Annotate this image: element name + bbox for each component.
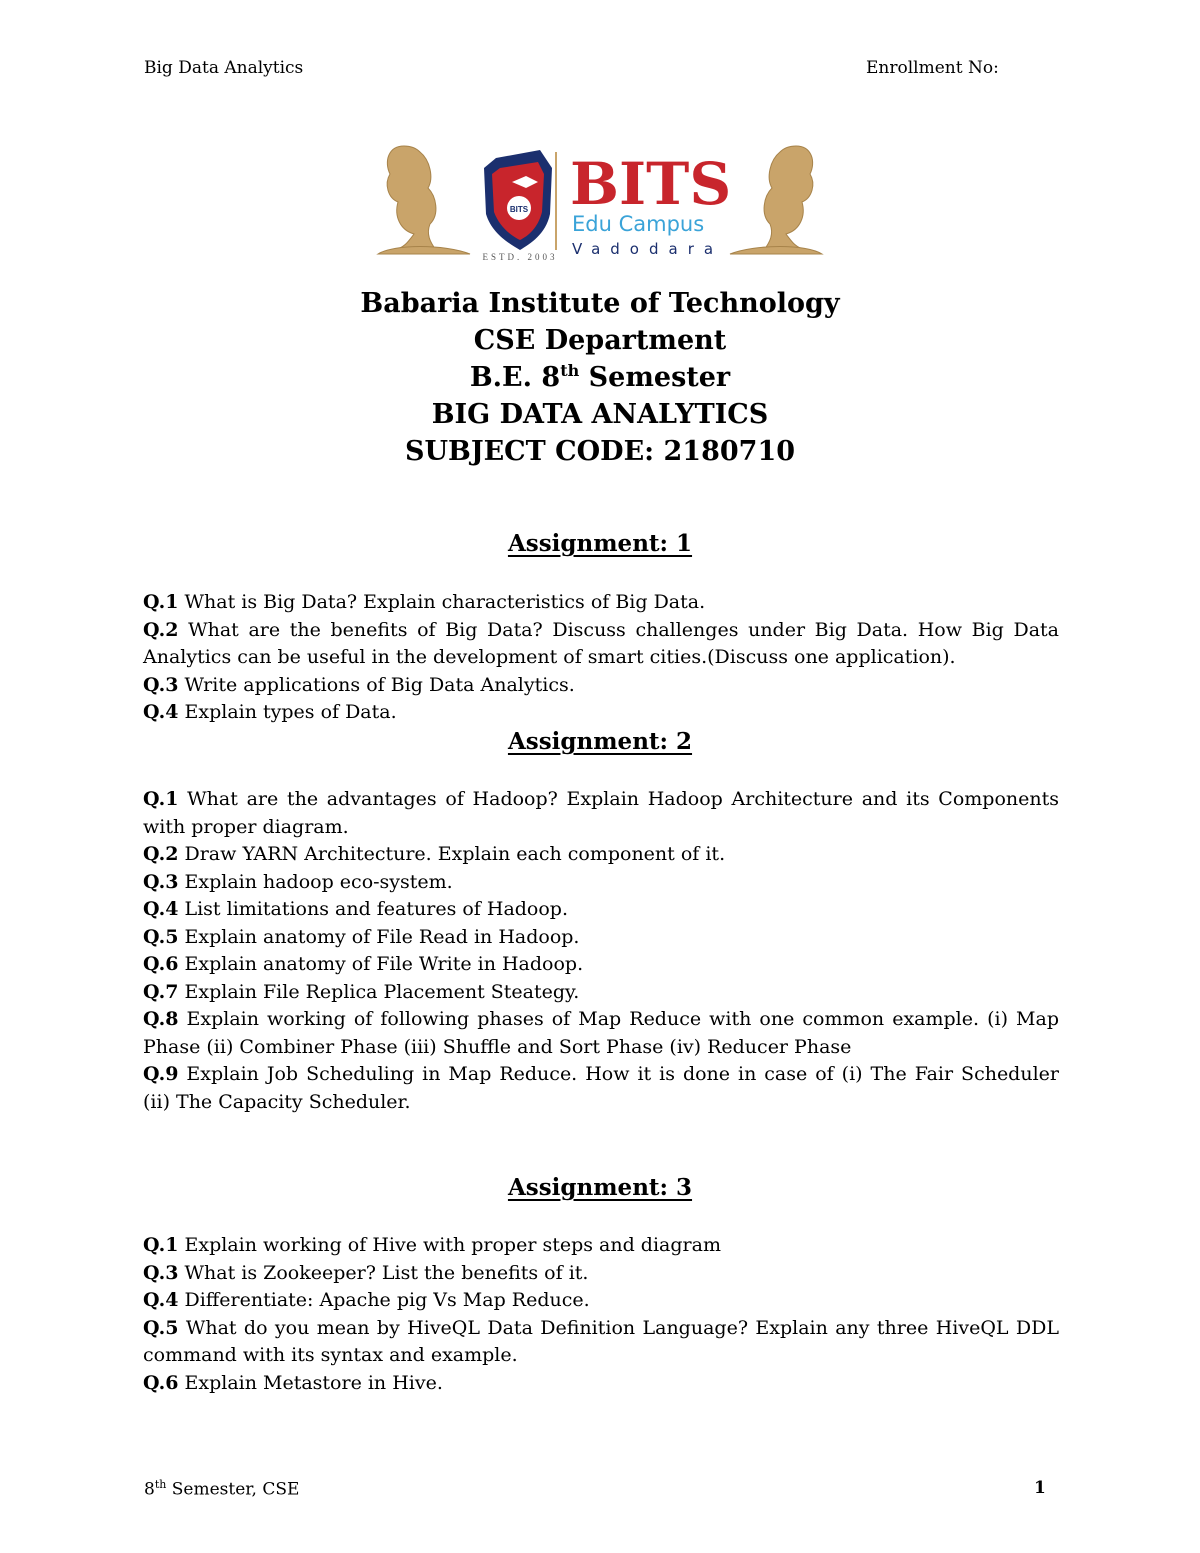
- institute-name: Babaria Institute of Technology: [360, 288, 840, 319]
- svg-text:BITS: BITS: [509, 205, 529, 214]
- shield-icon: [483, 150, 558, 262]
- question-item: Q.1 What is Big Data? Explain characteristics of Big Data.: [143, 591, 706, 613]
- svg-text:Vadodara: Vadodara: [572, 240, 724, 258]
- assignment-heading: Assignment: 2: [507, 728, 693, 755]
- page-number: 1: [1034, 1478, 1046, 1498]
- subject-code: SUBJECT CODE: 2180710: [404, 436, 796, 467]
- header-title: Big Data Analytics: [144, 58, 304, 78]
- question-item: Q.2 Draw YARN Architecture. Explain each component of it.: [143, 843, 726, 865]
- svg-text:Edu Campus: Edu Campus: [572, 212, 705, 236]
- semester-line: B.E. 8th Semester: [469, 361, 731, 393]
- assignment-heading: Assignment: 3: [507, 1174, 693, 1201]
- college-logo: [374, 138, 826, 262]
- question-item: Q.3 What is Zookeeper? List the benefits of it.: [143, 1261, 589, 1284]
- question-item: Q.4 List limitations and features of Hadoop.: [143, 898, 569, 920]
- question-item: Q.8 Explain working of following phases of Map Reduce with one common example. (i) Map Phase (ii) Combiner Phase (iii) Shuffle and Sort Phase (iv) Reducer Phase: [143, 1008, 1059, 1058]
- footer-semester: 8th Semester, CSE: [144, 1478, 300, 1500]
- document-titles: [0, 285, 1200, 470]
- question-item: Q.9 Explain Job Scheduling in Map Reduce. How it is done in case of (i) The Fair Scheduler (ii) The Capacity Scheduler.: [143, 1063, 1059, 1113]
- question-item: Q.7 Explain File Replica Placement Steategy.: [143, 980, 580, 1003]
- question-item: Q.1 What are the advantages of Hadoop? Explain Hadoop Architecture and its Components with proper diagram.: [143, 788, 1059, 838]
- question-item: Q.6 Explain Metastore in Hive.: [143, 1371, 443, 1394]
- question-list: [143, 786, 1059, 1116]
- question-item: Q.4 Differentiate: Apache pig Vs Map Reduce.: [143, 1289, 590, 1311]
- department-name: CSE Department: [473, 325, 727, 356]
- svg-text:ESTD. 2003: ESTD. 2003: [482, 252, 558, 262]
- question-item: Q.2 What are the benefits of Big Data? Discuss challenges under Big Data. How Big Data Analytics can be useful in the development of smart cities.(Discuss one application).: [143, 618, 1059, 668]
- header-enrollment: Enrollment No:: [866, 58, 999, 78]
- question-item: Q.1 Explain working of Hive with proper steps and diagram: [143, 1234, 721, 1256]
- svg-text:BITS: BITS: [570, 150, 732, 218]
- question-list: [143, 589, 1059, 727]
- subject-name: BIG DATA ANALYTICS: [431, 399, 769, 430]
- question-item: Q.3 Write applications of Big Data Analytics.: [143, 673, 575, 696]
- question-item: Q.3 Explain hadoop eco-system.: [143, 870, 453, 893]
- question-list: [143, 1232, 1059, 1397]
- question-item: Q.4 Explain types of Data.: [143, 701, 397, 723]
- right-lion-icon: [730, 146, 822, 254]
- question-item: Q.5 Explain anatomy of File Read in Hadoop.: [143, 925, 580, 948]
- assignment-heading: Assignment: 1: [507, 530, 693, 557]
- left-lion-icon: [378, 146, 470, 254]
- question-item: Q.6 Explain anatomy of File Write in Hadoop.: [143, 953, 584, 975]
- question-item: Q.5 What do you mean by HiveQL Data Definition Language? Explain any three HiveQL DDL command with its syntax and example.: [143, 1316, 1059, 1366]
